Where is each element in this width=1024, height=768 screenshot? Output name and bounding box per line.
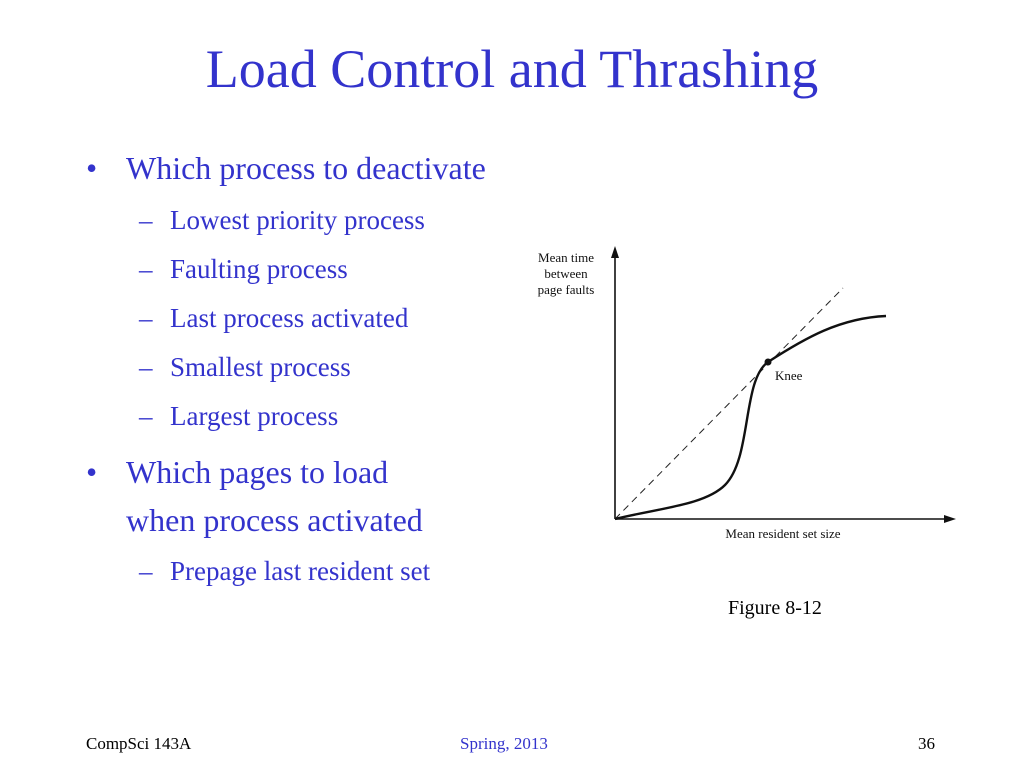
knee-label: Knee: [775, 368, 803, 383]
slide-number: 36: [918, 734, 935, 753]
sub-item-text: Largest process: [170, 401, 339, 431]
dash-glyph: –: [139, 205, 153, 235]
sub-item-text: Prepage last resident set: [170, 556, 431, 586]
footer-course: CompSci 143A: [86, 734, 192, 753]
bullet-glyph: •: [86, 150, 98, 186]
sub-item-text: Faulting process: [170, 254, 348, 284]
y-axis-label-line3: page faults: [537, 282, 595, 297]
sub-item-text: Last process activated: [170, 303, 409, 333]
bullet-glyph: •: [86, 454, 98, 490]
x-axis-arrow: [944, 515, 956, 523]
figure-caption: Figure 8-12: [728, 597, 822, 619]
dash-glyph: –: [139, 556, 153, 586]
bullet-text-line1: Which pages to load: [126, 454, 389, 490]
x-axis-label: Mean resident set size: [725, 526, 841, 541]
footer-term: Spring, 2013: [460, 734, 548, 753]
bullet-text: Which process to deactivate: [126, 150, 486, 186]
y-axis-arrow: [611, 246, 619, 258]
bullet-text-line2: when process activated: [126, 502, 423, 538]
page-fault-curve: [615, 316, 886, 519]
y-axis-label-line2: between: [544, 266, 588, 281]
sub-item-text: Lowest priority process: [170, 205, 425, 235]
dash-glyph: –: [139, 352, 153, 382]
dash-glyph: –: [139, 401, 153, 431]
knee-point: [765, 359, 772, 366]
dash-glyph: –: [139, 254, 153, 284]
dashed-tangent-line: [615, 288, 843, 519]
y-axis-label-line1: Mean time: [538, 250, 594, 265]
dash-glyph: –: [139, 303, 153, 333]
knee-figure: [520, 240, 970, 550]
slide-title: Load Control and Thrashing: [205, 39, 819, 99]
sub-item-text: Smallest process: [170, 352, 351, 382]
